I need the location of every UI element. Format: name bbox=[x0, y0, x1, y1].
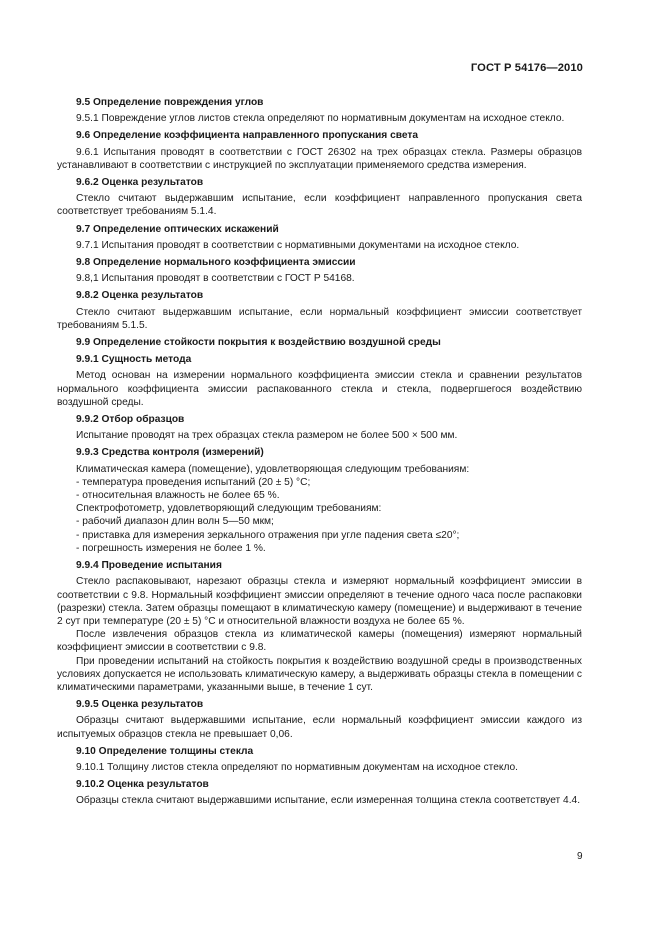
paragraph-9-8-2: Стекло считают выдержавшим испытание, если нормальный коэффициент эмиссии соответствует требованиям 5.1.5. bbox=[57, 306, 582, 331]
subsection-9-9-4-heading: 9.9.4 Проведение испытания bbox=[76, 560, 222, 572]
subsection-9-8-2-heading: 9.8.2 Оценка результатов bbox=[76, 290, 204, 302]
paragraph-9-9-3: Климатическая камера (помещение), удовлетворяющая следующим требованиям: bbox=[76, 463, 470, 475]
subsection-9-10-2-heading: 9.10.2 Оценка результатов bbox=[76, 779, 209, 791]
paragraph-9-9-4-a: Стекло распаковывают, нарезают образцы стекла и измеряют нормальный коэффициент эмиссии в соответствии с 9.8. Нормальный коэффициент эмиссии определяют в течение одного часа после распаковки (разрезки) стекла. Затем образцы помещают в климатическую камеру (помещение) и выдерживают в течение 2 сут при температуре (20 ± 5) °С и относительной влажности воздуха не более 65 %. bbox=[57, 576, 582, 627]
climate-chamber-requirements-list bbox=[57, 476, 582, 502]
list-item: - погрешность измерения не более 1 %. bbox=[76, 542, 266, 554]
subsection-9-9-2-heading: 9.9.2 Отбор образцов bbox=[76, 414, 185, 426]
paragraph-9-9-2: Испытание проводят на трех образцах стекла размером не более 500 × 500 мм. bbox=[76, 430, 458, 442]
section-9-7-heading: 9.7 Определение оптических искажений bbox=[76, 223, 279, 235]
paragraph-9-10-2: Образцы стекла считают выдержавшими испытание, если измеренная толщина стекла соответствует 4.4. bbox=[76, 795, 581, 807]
section-9-10-heading: 9.10 Определение толщины стекла bbox=[76, 745, 254, 757]
paragraph-9-7-1: 9.7.1 Испытания проводят в соответствии с нормативными документами на исходное стекло. bbox=[76, 239, 520, 251]
paragraph-9-9-1: Метод основан на измерении нормального коэффициента эмиссии стекла и сравнении результатов нормального коэффициента эмиссии распакованного стекла и стекла, подвергшегося воздействию воздушной среды. bbox=[57, 370, 582, 408]
subsection-9-6-2-heading: 9.6.2 Оценка результатов bbox=[76, 177, 204, 189]
subsection-9-9-3-heading: 9.9.3 Средства контроля (измерений) bbox=[76, 447, 264, 459]
section-9-5-heading: 9.5 Определение повреждения углов bbox=[76, 97, 264, 108]
subsection-9-9-1-heading: 9.9.1 Сущность метода bbox=[76, 354, 192, 366]
list-item: - относительная влажность не более 65 %. bbox=[76, 490, 280, 502]
section-9-9-heading: 9.9 Определение стойкости покрытия к воздействию воздушной среды bbox=[76, 337, 441, 349]
standard-header: ГОСТ Р 54176—2010 bbox=[470, 62, 583, 74]
list-item: - температура проведения испытаний (20 ± 5) °С; bbox=[76, 476, 311, 488]
paragraph-9-6-1: 9.6.1 Испытания проводят в соответствии с ГОСТ 26302 на трех образцах стекла. Размеры образцов устанавливают в соответствии с инструкцией по эксплуатации применяемого средства измерения. bbox=[57, 146, 582, 171]
paragraph-9-9-5: Образцы считают выдержавшими испытание, если нормальный коэффициент эмиссии каждого из испытуемых образцов стекла не превышает 0,06. bbox=[57, 715, 582, 740]
section-9-8-heading: 9.8 Определение нормального коэффициента эмиссии bbox=[76, 257, 356, 269]
page-number: 9 bbox=[577, 851, 583, 862]
paragraph-9-8-1: 9.8,1 Испытания проводят в соответствии с ГОСТ Р 54168. bbox=[76, 273, 355, 285]
paragraph-9-6-2: Стекло считают выдержавшим испытание, если коэффициент направленного пропускания света соответствует требованиям 5.1.4. bbox=[57, 193, 582, 218]
subsection-9-9-5-heading: 9.9.5 Оценка результатов bbox=[76, 699, 204, 711]
document-body bbox=[57, 96, 582, 808]
list-item: - рабочий диапазон длин волн 5—50 мкм; bbox=[76, 516, 274, 528]
paragraph-9-10-1: 9.10.1 Толщину листов стекла определяют по нормативным документам на исходное стекло. bbox=[76, 761, 519, 773]
paragraph-9-9-3-spectrophotometer: Спектрофотометр, удовлетворяющий следующим требованиям: bbox=[76, 503, 382, 515]
paragraph-9-5-1: 9.5.1 Повреждение углов листов стекла определяют по нормативным документам на исходное стекло. bbox=[76, 113, 565, 125]
paragraph-9-9-4-b: После извлечения образцов стекла из климатической камеры (помещения) измеряют нормальный коэффициент эмиссии в соответствии с 9.8. bbox=[57, 629, 582, 654]
paragraph-9-9-4-c: При проведении испытаний на стойкость покрытия к воздействию воздушной среды в производственных условиях допускается не использовать климатическую камеру, а выдерживать образцы стекла в помещении с климатическими параметрами, указанными выше, в течение 1 сут. bbox=[57, 655, 582, 693]
list-item: - приставка для измерения зеркального отражения при угле падения света ≤20°; bbox=[76, 529, 460, 541]
section-9-6-heading: 9.6 Определение коэффициента направленного пропускания света bbox=[76, 130, 419, 142]
spectrophotometer-requirements-list bbox=[57, 515, 582, 555]
